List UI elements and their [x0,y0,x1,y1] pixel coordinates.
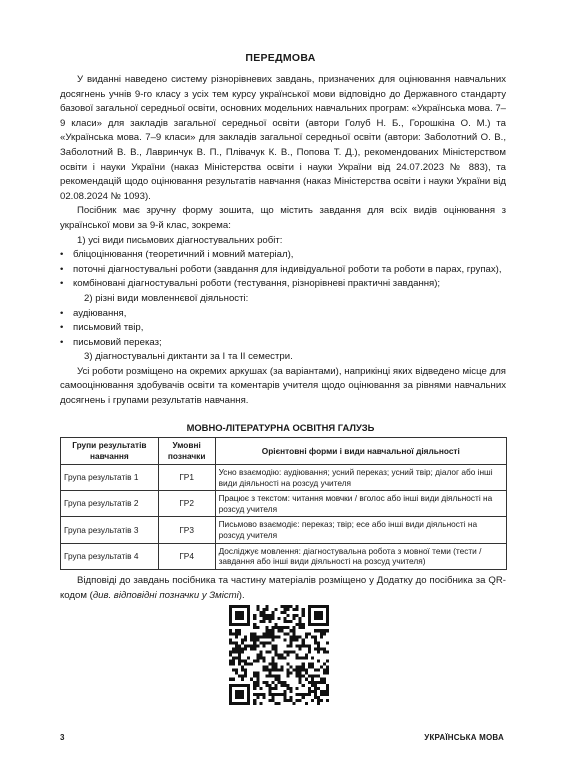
cell-code: ГР3 [158,517,215,543]
footer-subject: УКРАЇНСЬКА МОВА [424,733,504,742]
table-row [61,543,507,569]
intro-paragraph: У виданні наведено систему різнорівневих завдань, призначених для оцінювання навчальних досягнень учнів 9-го класу з усіх тем курсу української мови відповідно до Державного стандарту базової загальної середньої освіти, основних модельних навчальних програм: «Українська мова. 7–9 класи» для закладів загальної середньої освіти (автори Голуб Н. Б., Горошкіна О. М.) та «Українська мова. 7–9 класи» для закладів загальної середньої освіти (автори: Заболотний О. В., Заболотний В. В., Лавринчук В. П., Плівачук К. В., Попова Т. Д.), рекомендованих Міністерством освіти і науки України (наказ Міністерства освіти і науки України від 24.07.2023 № 883), та рекомендацій щодо оцінювання результатів навчання (наказ Міністерства освіти і науки України від 02.08.2024 № 1093). [60,74,506,202]
cell-code: ГР4 [158,543,215,569]
list-item: • поточні діагностувальні роботи (завдання для індивідуальної роботи та роботи в парах, групах), [60,263,506,278]
header-groups: Групи результатів навчання [61,438,159,465]
bullet-icon: • [60,307,64,319]
table-row [61,465,507,491]
cell-code: ГР1 [158,465,215,491]
table-row [61,491,507,517]
cell-group: Група результатів 1 [61,465,159,491]
list-item: • бліцоцінювання (теоретичний і мовний матеріал), [60,248,506,263]
section-title: МОВНО-ЛІТЕРАТУРНА ОСВІТНЯ ГАЛУЗЬ [186,422,375,433]
placement-paragraph: Усі роботи розміщено на окремих аркушах (за варіантами), наприкінці яких відведено місце для самооцінювання здобувачів освіти та коментарів учителя щодо оцінювання за рівнями навчальних досягнень і групами результатів навчання. [60,365,506,407]
cell-forms: Досліджує мовлення: діагностувальна робота з мовної теми (тести / завдання або інші види діяльності на розсуд учителя) [215,543,506,569]
bullet-icon: • [60,278,64,290]
list3-heading: 3) діагностувальні диктанти за І та ІІ семестри. [84,351,293,363]
list1-heading: 1) усі види письмових діагностувальних робіт: [77,234,283,246]
list-item: • письмовий переказ; [60,336,506,351]
bullet-icon: • [60,263,64,275]
answers-italic: див. відповідні позначки у Змісті [92,589,239,601]
list-item: • комбіновані діагностувальні роботи (тестування, різнорівневі практичні завдання); [60,277,506,292]
page-title: ПЕРЕДМОВА [245,52,316,64]
learning-results-table [60,437,507,570]
list2-heading: 2) різні види мовленнєвої діяльності: [84,292,249,304]
bullet-icon: • [60,336,64,348]
cell-group: Група результатів 4 [61,543,159,569]
bullet-icon: • [60,249,64,261]
cell-group: Група результатів 2 [61,491,159,517]
cell-code: ГР2 [158,491,215,517]
page-number: 3 [60,733,65,742]
list-item: • аудіювання, [60,307,506,322]
header-forms: Орієнтовні форми і види навчальної діяльності [215,438,506,465]
cell-forms: Працює з текстом: читання мовчки / вголос або інші види діяльності на розсуд учителя [215,491,506,517]
header-codes: Умовні позначки [158,438,215,465]
table-row [61,517,507,543]
table-header-row [61,438,507,465]
answers-paragraph: Відповіді до завдань посібника та частину матеріалів розміщено у Додатку до посібника за QR-кодом (див. відповідні позначки у Змісті). [60,575,506,601]
cell-group: Група результатів 3 [61,517,159,543]
qr-code-icon[interactable] [229,605,329,705]
answers-note [60,574,506,603]
cell-forms: Усно взаємодію: аудіювання; усний переказ; усний твір; діалог або інші види діяльності на розсуд учителя [215,465,506,491]
preface-body [60,73,506,409]
cell-forms: Письмово взаємодіє: переказ; твір; есе або інші види діяльності на розсуд учителя [215,517,506,543]
purpose-paragraph: Посібник має зручну форму зошита, що містить завдання для всіх видів оцінювання з української мови за 9-й клас, зокрема: [60,205,506,231]
bullet-icon: • [60,322,64,334]
list-item: • письмовий твір, [60,321,506,336]
